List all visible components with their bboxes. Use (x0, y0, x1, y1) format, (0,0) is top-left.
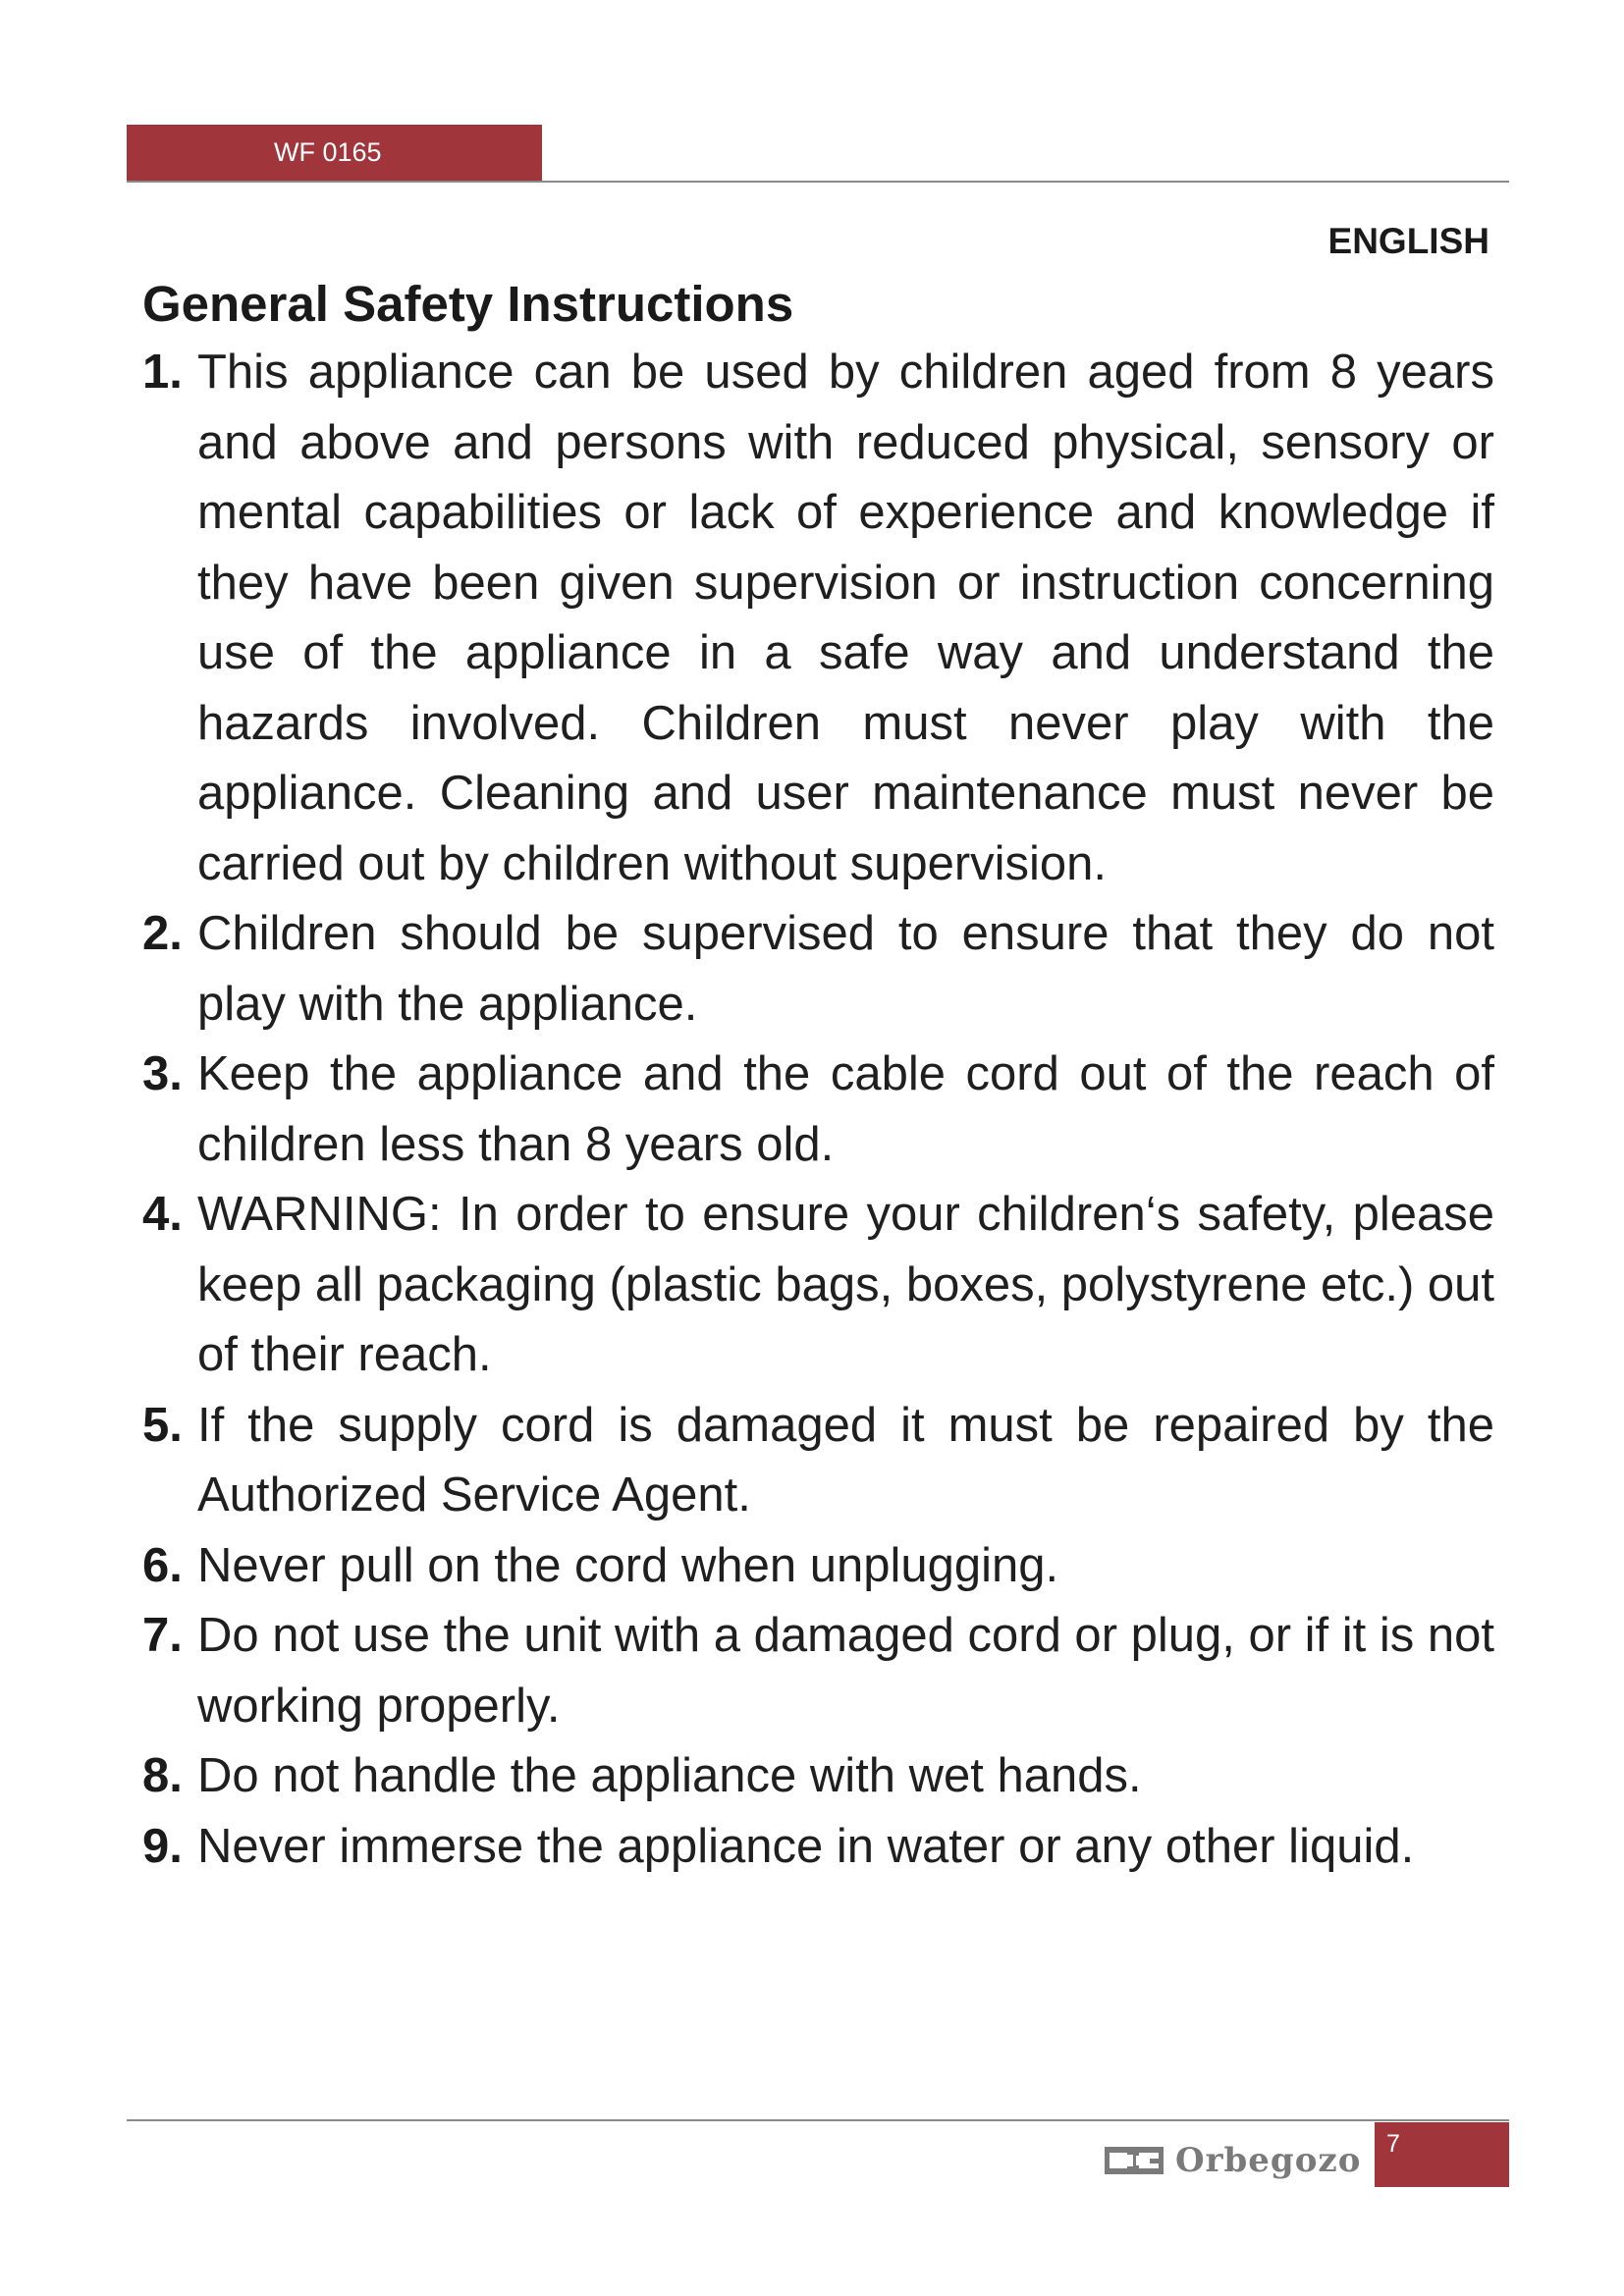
item-text: Never pull on the cord when unplugging. (197, 1538, 1059, 1592)
item-number: 5. (142, 1398, 183, 1452)
list-item (142, 338, 1494, 899)
brand-logo (1105, 2135, 1361, 2186)
list-item (142, 899, 1494, 1040)
model-label: WF 0165 (274, 137, 382, 167)
page-number: 7 (1386, 2130, 1400, 2158)
item-number: 4. (142, 1188, 183, 1241)
item-text: Keep the appliance and the cable cord out of the reach of children less than 8 years old. (197, 1047, 1494, 1171)
item-text: Children should be supervised to ensure that they do not play with the appliance. (197, 907, 1494, 1031)
item-number: 7. (142, 1609, 183, 1662)
item-text: If the supply cord is damaged it must be repaired by the Authorized Service Agent. (197, 1398, 1494, 1522)
item-text: WARNING: In order to ensure your children‘s safety, please keep all packaging (plastic bags, boxes, polystyrene etc.) out of their reach. (197, 1188, 1495, 1381)
item-text: Do not handle the appliance with wet hands. (197, 1749, 1142, 1802)
item-text: Never immerse the appliance in water or any other liquid. (197, 1819, 1415, 1873)
list-item (142, 1180, 1494, 1391)
list-item (142, 1391, 1494, 1531)
list-item (142, 1741, 1494, 1812)
header-divider (127, 181, 1509, 183)
language-label: ENGLISH (1327, 221, 1489, 261)
footer-divider (127, 2119, 1509, 2121)
item-number: 1. (142, 346, 183, 399)
section-title: General Safety Instructions (142, 276, 794, 332)
item-number: 3. (142, 1047, 183, 1100)
safety-instructions-list (142, 338, 1494, 1882)
model-tab (127, 125, 542, 181)
list-item (142, 1531, 1494, 1602)
list-item (142, 1601, 1494, 1741)
list-item (142, 1812, 1494, 1883)
item-number: 2. (142, 907, 183, 960)
page-number-box (1375, 2122, 1509, 2187)
item-text: Do not use the unit with a damaged cord or plug, or if it is not working properly. (197, 1609, 1495, 1733)
item-text: This appliance can be used by children aged from 8 years and above and persons with reduced physical, sensory or mental capabilities or lack of experience and knowledge if they have been given supervision or instruction concerning use of the appliance in a safe way and understand the hazards involved. Children must never play with the appliance. Cleaning and user maintenance must never be carried out by children without supervision. (197, 346, 1494, 890)
list-item (142, 1040, 1494, 1180)
item-number: 8. (142, 1749, 183, 1802)
brand-mark-icon (1105, 2147, 1164, 2174)
item-number: 9. (142, 1819, 183, 1873)
brand-name: Orbegozo (1175, 2141, 1362, 2180)
item-number: 6. (142, 1538, 183, 1592)
